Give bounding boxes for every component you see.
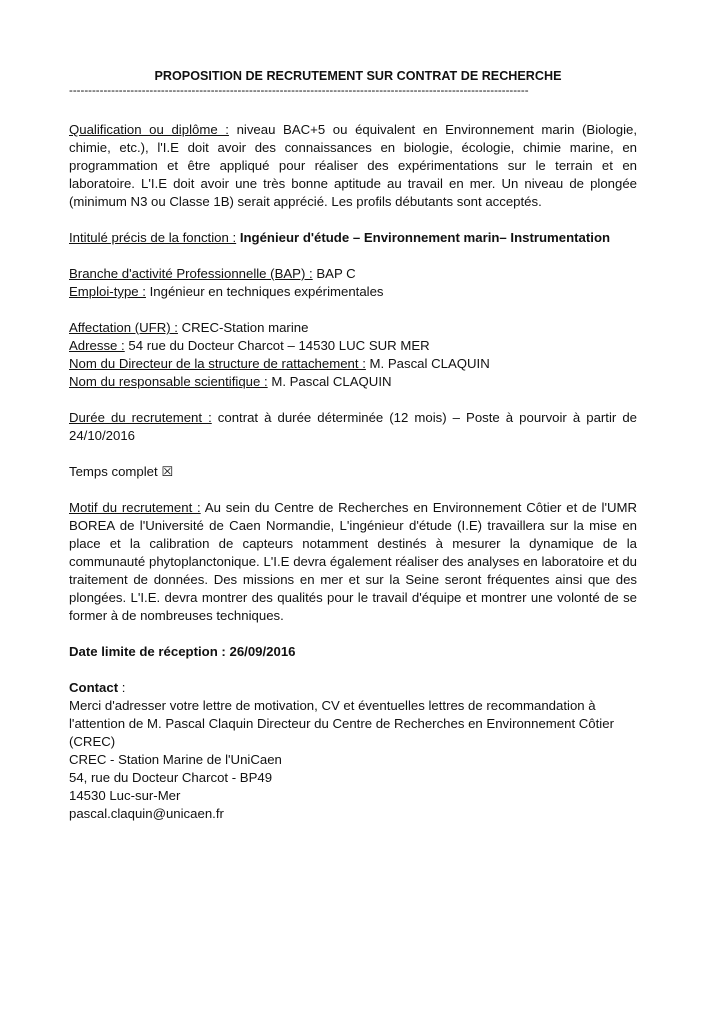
directeur-value: M. Pascal CLAQUIN (369, 356, 490, 371)
temps-complet-line (69, 463, 637, 481)
date-limite: Date limite de réception : 26/09/2016 (69, 644, 296, 659)
adresse-line (69, 337, 637, 355)
adresse-value: 54 rue du Docteur Charcot – 14530 LUC SUR MER (128, 338, 430, 353)
responsable-label: Nom du responsable scientifique : (69, 374, 268, 389)
responsable-line (69, 373, 637, 391)
emploi-type-label: Emploi-type : (69, 284, 146, 299)
bap-value: BAP C (316, 266, 356, 281)
motif-paragraph (69, 499, 637, 625)
responsable-value: M. Pascal CLAQUIN (271, 374, 392, 389)
affectation-value: CREC-Station marine (181, 320, 309, 335)
document-page (69, 68, 637, 823)
intitule-line (69, 229, 637, 247)
affectation-line (69, 319, 637, 337)
duree-value: contrat à durée déterminée (12 mois) – Poste à pourvoir à partir de 24/10/2016 (69, 410, 637, 443)
duree-label: Durée du recrutement : (69, 410, 212, 425)
emploi-type-value: Ingénieur en techniques expérimentales (149, 284, 384, 299)
affectation-label: Affectation (UFR) : (69, 320, 178, 335)
contact-label-suffix: : (118, 680, 126, 695)
contact-line-5: 54, rue du Docteur Charcot - BP49 (69, 770, 273, 785)
bap-label: Branche d'activité Professionnelle (BAP) : (69, 266, 313, 281)
contact-line-4: CREC - Station Marine de l'UniCaen (69, 752, 282, 767)
directeur-line (69, 355, 637, 373)
motif-text: Au sein du Centre de Recherches en Environnement Côtier et de l'UMR BOREA de l'Université de Caen Normandie, L'ingénieur d'étude (I.E) travaillera sur la mise en place et la calibration de capteurs notamment destinés à mesurer la dynamique de la communauté phytoplanctonique. L'I.E devra également réaliser des analyses en laboratoire et du traitement de données. Des missions en mer et sur la Seine seront fréquentes ainsi que des plongées. L'I.E. devra montrer des qualités pour le travail d'équipe et montrer une volonté de se former à de nombreuses techniques. (69, 500, 638, 623)
contact-label: Contact (69, 680, 119, 695)
emploi-type-line (69, 283, 637, 301)
contact-line-3: (CREC) (69, 734, 116, 749)
qualification-paragraph (69, 121, 637, 211)
bap-line (69, 265, 637, 283)
motif-label: Motif du recrutement : (69, 500, 201, 515)
intitule-value: Ingénieur d'étude – Environnement marin– Instrumentation (239, 230, 611, 245)
duree-paragraph (69, 409, 637, 445)
contact-email[interactable]: pascal.claquin@unicaen.fr (69, 806, 224, 821)
intitule-label: Intitulé précis de la fonction : (69, 230, 237, 245)
contact-heading (69, 679, 637, 697)
contact-line-2: l'attention de M. Pascal Claquin Directeur du Centre de Recherches en Environnement Côtier (69, 716, 614, 731)
separator-line: ------------------------------------------------------------------------------------------------------------------------ (69, 85, 529, 97)
qualification-label: Qualification ou diplôme : (69, 122, 229, 137)
temps-complet-checkbox[interactable]: ☒ (161, 464, 174, 479)
adresse-label: Adresse : (69, 338, 125, 353)
directeur-label: Nom du Directeur de la structure de rattachement : (69, 356, 366, 371)
document-title: PROPOSITION DE RECRUTEMENT SUR CONTRAT DE RECHERCHE (154, 69, 562, 83)
qualification-text: niveau BAC+5 ou équivalent en Environnement marin (Biologie, chimie, etc.), l'I.E doit avoir des connaissances en biologie, écologie, chimie marine, en programmation et être appliqué pour réaliser des expérimentations sur le terrain et en laboratoire. L'I.E doit avoir une très bonne aptitude au travail en mer. Un niveau de plongée (minimum N3 ou Classe 1B) serait apprécié. Les profils débutants sont acceptés. (69, 122, 637, 209)
contact-line-6: 14530 Luc-sur-Mer (69, 788, 181, 803)
temps-complet-label: Temps complet (69, 464, 158, 479)
contact-line-1: Merci d'adresser votre lettre de motivation, CV et éventuelles lettres de recommandation à (69, 698, 596, 713)
